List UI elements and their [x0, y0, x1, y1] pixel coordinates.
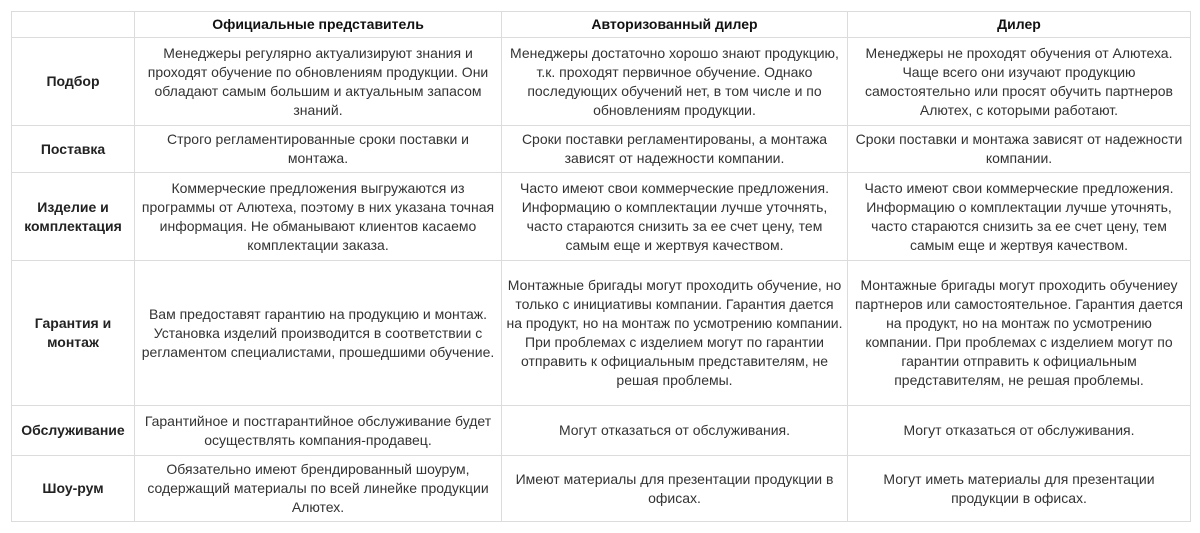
table-cell: Часто имеют свои коммерческие предложения. Информацию о комплектации лучше уточнять, часто стараются снизить за ее счет цену, тем самым еще и жертвуя качеством. [848, 173, 1191, 261]
comparison-table [11, 11, 1191, 522]
row-label: Изделие и комплектация [12, 173, 135, 261]
header-empty [12, 12, 135, 38]
row-label: Гарантия и монтаж [12, 261, 135, 406]
table-cell: Имеют материалы для презентации продукции в офисах. [502, 456, 848, 522]
row-label: Поставка [12, 126, 135, 173]
table-cell: Менеджеры регулярно актуализируют знания и проходят обучение по обновлениям продукции. Они обладают самым большим и актуальным запасом знаний. [135, 38, 502, 126]
table-row [12, 173, 1191, 261]
table-row [12, 261, 1191, 406]
table-cell: Сроки поставки и монтажа зависят от надежности компании. [848, 126, 1191, 173]
table-cell: Могут иметь материалы для презентации продукции в офисах. [848, 456, 1191, 522]
header-dealer: Дилер [848, 12, 1191, 38]
table-cell: Часто имеют свои коммерческие предложения. Информацию о комплектации лучше уточнять, часто стараются снизить за ее счет цену, тем самым еще и жертвуя качеством. [502, 173, 848, 261]
table-row [12, 126, 1191, 173]
table-cell: Обязательно имеют брендированный шоурум, содержащий материалы по всей линейке продукции Алютех. [135, 456, 502, 522]
table-cell: Строго регламентированные сроки поставки и монтажа. [135, 126, 502, 173]
header-row [12, 12, 1191, 38]
table-cell: Сроки поставки регламентированы, а монтажа зависят от надежности компании. [502, 126, 848, 173]
header-official: Официальные представитель [135, 12, 502, 38]
table-cell: Гарантийное и постгарантийное обслуживание будет осуществлять компания-продавец. [135, 406, 502, 456]
table-cell: Монтажные бригады могут проходить обучениеу партнеров или самостоятельное. Гарантия дается на продукт, но на монтаж по усмотрению компании. При проблемах с изделием могут по гарантии отправить к официальным представителям, не решая проблемы. [848, 261, 1191, 406]
table-row [12, 456, 1191, 522]
table-cell: Коммерческие предложения выгружаются из программы от Алютеха, поэтому в них указана точная информация. Не обманывают клиентов касаемо комплектации заказа. [135, 173, 502, 261]
table-row [12, 38, 1191, 126]
row-label: Шоу-рум [12, 456, 135, 522]
row-label: Подбор [12, 38, 135, 126]
table-cell: Могут отказаться от обслуживания. [848, 406, 1191, 456]
table-cell: Менеджеры не проходят обучения от Алютеха. Чаще всего они изучают продукцию самостоятельно или просят обучить партнеров Алютех, с которыми работают. [848, 38, 1191, 126]
table-row [12, 406, 1191, 456]
table-cell: Монтажные бригады могут проходить обучение, но только с инициативы компании. Гарантия дается на продукт, но на монтаж по усмотрению компании. При проблемах с изделием могут по гарантии отправить к официальным представителям, не решая проблемы. [502, 261, 848, 406]
table-cell: Менеджеры достаточно хорошо знают продукцию, т.к. проходят первичное обучение. Однако последующих обучений нет, в том числе и по обновлениям продукции. [502, 38, 848, 126]
row-label: Обслуживание [12, 406, 135, 456]
header-authorized: Авторизованный дилер [502, 12, 848, 38]
table-cell: Могут отказаться от обслуживания. [502, 406, 848, 456]
table-cell: Вам предоставят гарантию на продукцию и монтаж. Установка изделий производится в соответствии с регламентом специалистами, прошедшими обучение. [135, 261, 502, 406]
